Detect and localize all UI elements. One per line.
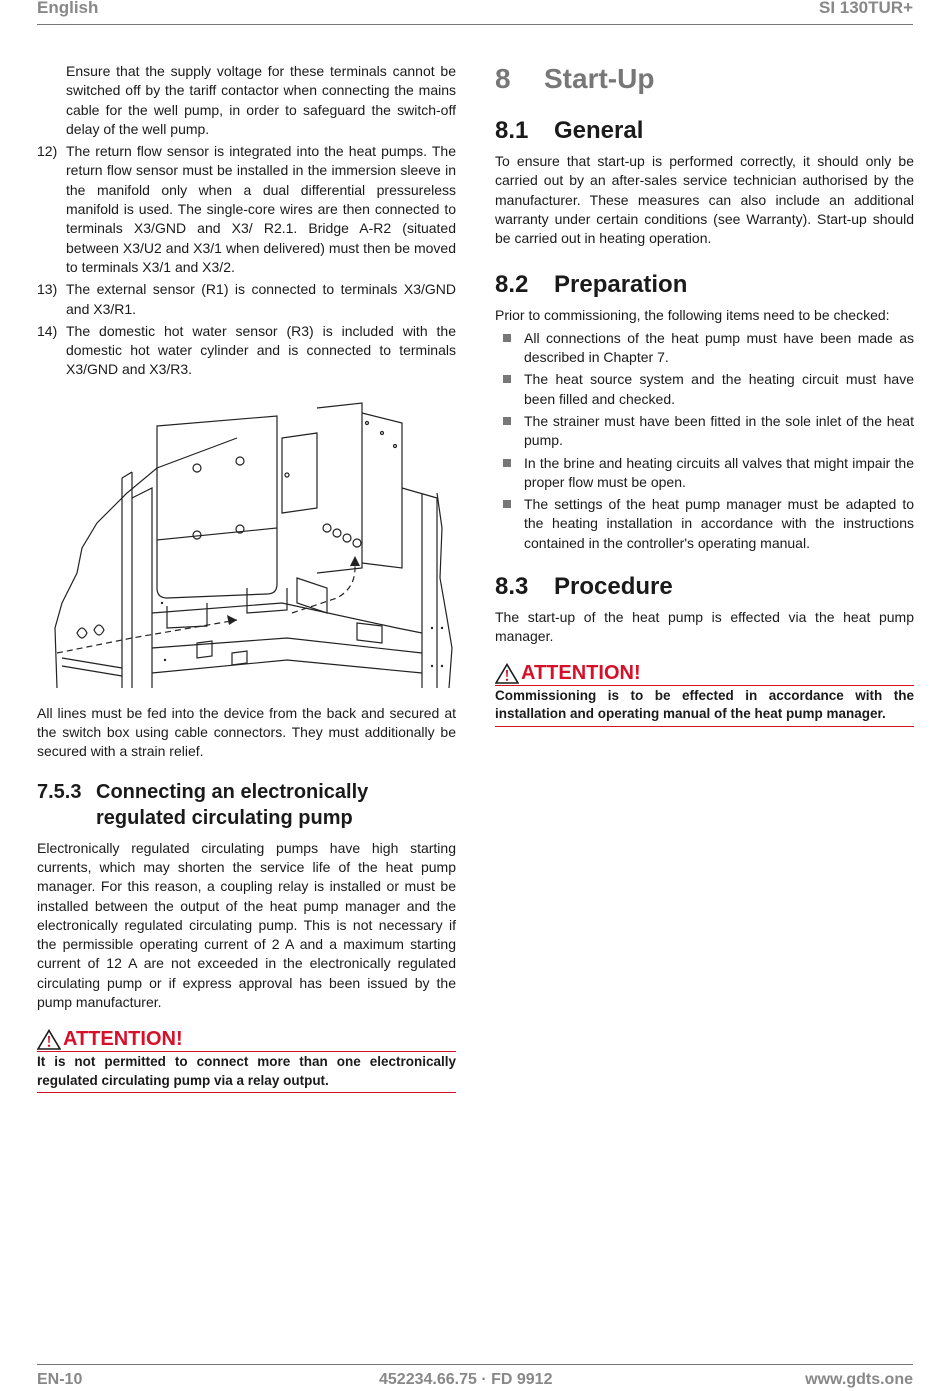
list-item xyxy=(37,322,456,380)
page-header xyxy=(37,0,913,25)
square-bullet-icon xyxy=(503,459,511,467)
website-link[interactable]: www.gdts.one xyxy=(805,1371,913,1388)
bullet-text: All connections of the heat pump must have been made as described in Chapter 7. xyxy=(524,329,914,366)
attention-box xyxy=(37,1028,456,1093)
section-number: 8.1 xyxy=(495,117,529,144)
warning-triangle-icon xyxy=(495,663,519,684)
attention-label: ATTENTION! xyxy=(521,661,641,684)
cable-routing-illustration xyxy=(37,398,456,688)
chapter-title: Start-Up xyxy=(544,63,655,94)
warning-triangle-icon xyxy=(37,1029,61,1050)
header-model: SI 130TUR+ xyxy=(818,0,913,17)
section-heading-7-5-3 xyxy=(37,779,456,831)
list-item xyxy=(495,495,914,553)
section-heading-8-1 xyxy=(495,116,914,146)
square-bullet-icon xyxy=(503,500,511,508)
bullet-text: The settings of the heat pump manager must be adapted to the heating installation in accordance with the instructions contained in the controller's operating manual. xyxy=(524,496,914,551)
attention-heading xyxy=(495,662,914,686)
intro-paragraph: Ensure that the supply voltage for these terminals cannot be switched off by the tariff contactor when connecting the mains cable for the well pump, in order to safeguard the switch-off delay of the well pump. xyxy=(66,63,456,137)
section-number: 7.5.3 xyxy=(37,780,82,803)
section-title: Preparation xyxy=(554,271,688,299)
item-text: The domestic hot water sensor (R3) is included with the domestic hot water cylinder and is connected to terminals X3/GND and X3/R3. xyxy=(66,322,456,378)
preparation-checklist xyxy=(495,329,914,553)
attention-text: Commissioning is to be effected in accordance with the installation and operating manual of the heat pump manager. xyxy=(495,686,914,727)
bullet-text: In the brine and heating circuits all valves that might impair the proper flow must be open. xyxy=(524,454,914,490)
attention-box xyxy=(495,662,914,727)
header-language: English xyxy=(37,0,99,17)
list-item xyxy=(495,412,914,451)
square-bullet-icon xyxy=(503,417,511,425)
item-text: The external sensor (R1) is connected to terminals X3/GND and X3/R1. xyxy=(66,281,456,317)
chapter-heading xyxy=(495,62,914,96)
page-number: EN-10 xyxy=(37,1371,83,1388)
list-item xyxy=(495,370,914,409)
list-item xyxy=(495,329,914,368)
list-item xyxy=(495,454,914,493)
attention-text: It is not permitted to connect more than one electronically regulated circulating pump via a relay output. xyxy=(37,1052,456,1093)
circulating-pump-paragraph: Electronically regulated circulating pumps have high starting currents, which may shorten the service life of the heat pump manager. For this reason, a coupling relay is installed or must be installed between the output of the heat pump manager and the electronically regulated circulating pump. This is not necessary if the permissible operating current of 2 A and a maximum starting current of 12 A are not exceeded in the electronically regulated circulating pump or if express approval has been issued by the pump manufacturer. xyxy=(37,839,456,1011)
section-heading-8-2 xyxy=(495,270,914,300)
heat-pump-line-drawing xyxy=(37,398,456,688)
attention-label: ATTENTION! xyxy=(63,1028,183,1051)
preparation-intro: Prior to commissioning, the following items need to be checked: xyxy=(495,307,890,324)
document-number: 452234.66.75 · FD 9912 xyxy=(379,1371,553,1388)
square-bullet-icon xyxy=(503,375,511,383)
item-number: 14) xyxy=(37,322,58,339)
attention-heading xyxy=(37,1028,456,1052)
left-column xyxy=(37,62,456,1093)
chapter-number: 8 xyxy=(495,63,511,94)
item-number: 13) xyxy=(37,281,58,298)
page-footer xyxy=(37,1364,913,1391)
procedure-paragraph: The start-up of the heat pump is effected via the heat pump manager. xyxy=(495,609,914,645)
item-text: The return flow sensor is integrated into the heat pumps. The return flow sensor must be installed in the immersion sleeve in the manifold only when a dual differential pressureless manifold is used. The single-core wires are then connected to terminals X3/GND and X3/ R2.1. Bridge A-R2 (situated between X3/U2 and X3/1 when delivered) must then be moved to terminals X3/1 and X3/2. xyxy=(66,143,456,275)
section-title: Connecting an electronically regulated circulating pump xyxy=(96,780,369,829)
right-column xyxy=(495,62,914,727)
cable-entry-paragraph: All lines must be fed into the device from the back and secured at the switch box using cable connectors. They must additionally be secured with a strain relief. xyxy=(37,704,456,760)
list-item xyxy=(37,142,456,277)
section-title: General xyxy=(554,117,644,144)
section-title: Procedure xyxy=(554,573,673,601)
section-heading-8-3 xyxy=(495,572,914,602)
general-paragraph: To ensure that start-up is performed correctly, it should only be carried out by an after-sales service technician authorised by the manufacturer. These measures can also include an additional warranty under certain conditions (see Warranty). Start-up should be carried out in heating operation. xyxy=(495,153,914,247)
list-item xyxy=(37,280,456,319)
numbered-list xyxy=(37,142,456,380)
item-number: 12) xyxy=(37,143,58,160)
section-number: 8.3 xyxy=(495,573,529,601)
section-number: 8.2 xyxy=(495,271,529,299)
bullet-text: The heat source system and the heating circuit must have been filled and checked. xyxy=(524,371,914,407)
square-bullet-icon xyxy=(503,334,511,342)
bullet-text: The strainer must have been fitted in the sole inlet of the heat pump. xyxy=(524,412,914,449)
